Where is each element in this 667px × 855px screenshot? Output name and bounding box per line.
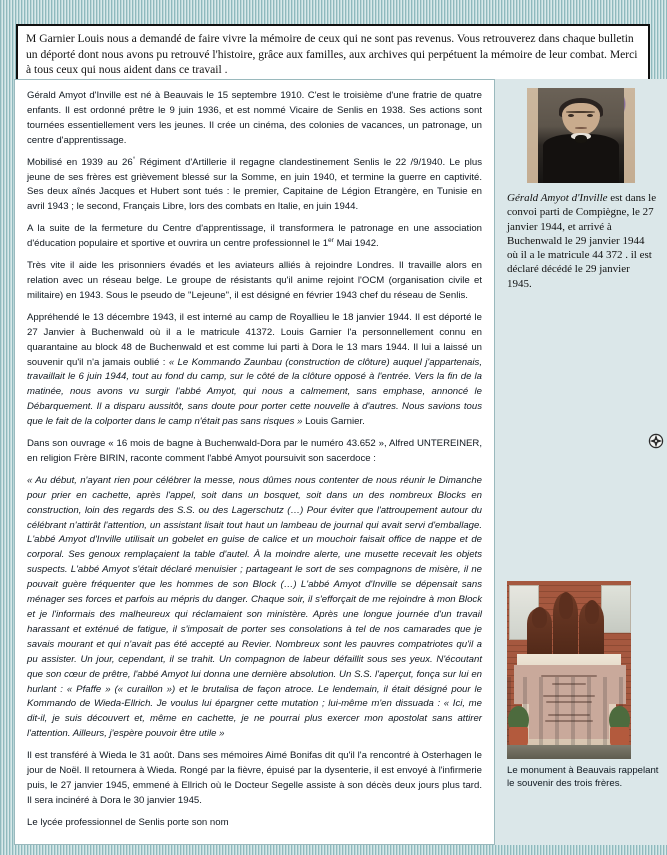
header-note-text: M Garnier Louis nous a demandé de faire vivre la mémoire de ceux qui ne sont pas revenus. Vous retrouverez dans chaque bulletin un déporté dont nous avons pu retrouvé l'histoire, grâce aux familles, aux archives qui perpétuent la mémoire de leur combat. Merci à tous ceux qui nous aident dans ce travail . (26, 32, 638, 76)
bust-center-head (559, 592, 573, 619)
portrait-eye-right (587, 114, 593, 117)
sidebar-column (495, 79, 667, 845)
paragraph-lycee: Le lycée professionnel de Senlis porte son nom (27, 816, 229, 828)
date-ordinal-sup: er (328, 236, 334, 244)
article-panel (14, 79, 495, 845)
portrait-mouth (575, 127, 587, 129)
paragraph-deportation-text: Appréhendé le 13 décembre 1943, il est interné au camp de Royallieu le 18 janvier 1944. Il est déporté le 27 Janvier à Buchenwald où il a le matricule 41372. Louis Garnier l'a personnellement connu en quarantaine au block 48 de Buchenwald et est comme lui parti à Dora le 13 mars 1944. Il lui a laissé un souvenir qu'il n'a jamais oublié : (27, 311, 482, 368)
bust-center (553, 593, 578, 661)
paragraph-centre-text: A la suite de la fermeture du Centre d'apprentissage, il transformera le patronage en une association d'éducation populaire et sportive et ouvrira un centre professionnel le (27, 223, 482, 250)
portrait-brow (566, 111, 595, 113)
portrait-face (562, 103, 600, 135)
paragraph-mobilisation-text: Mobilisé en 1939 au (27, 156, 123, 168)
paragraph-biography-intro: Gérald Amyot d'Inville est né à Beauvais le 15 septembre 1910. C'est le troisième d'une fratrie de quatre enfants. Il est ordonné prêtre le 9 juin 1936, et est nommé Vicaire de Senlis en 1938. Ses actions sont tournées essentiellement vers les jeunes. Il crée un cinéma, des colonies de vacances, un patronage, un centre d'apprentissage. (27, 90, 482, 146)
paragraph-resistance: Très vite il aide les prisonniers évadés et les aviateurs alliés à rejoindre Londres. Il travaille alors en relation avec un réseau belge. Le groupe de résistants qu'il anime rejoint l'OCM (organisation civile et militaire) en 1943. Sous le pseudo de "Lejeune", il est désigné en février 1943 chef du réseau de Senlis. (27, 260, 482, 301)
regiment-ordinal-sup: ° (132, 155, 136, 163)
paragraph-deportation (27, 311, 482, 430)
portrait-caption (507, 191, 657, 291)
portrait-caption-name: Gérald Amyot d'Inville (507, 192, 608, 204)
compass-rose-icon[interactable] (648, 433, 664, 449)
bust-right (579, 602, 604, 662)
monument-ground (507, 745, 631, 759)
portrait-eye-left (568, 114, 574, 117)
portrait-photo (527, 88, 635, 183)
portrait-figure (538, 88, 624, 183)
portrait-collar-inner (575, 135, 587, 144)
quote-louis-garnier: « Le Kommando Zaunbau (construction de clôture) auquel j'appartenais, travaillait le 6 juin 1944, tout au fond du camp, sur le côté de la clôture opposé à l'entrée. Vers la fin de la matinée, nous avons vu surgir l'abbé Amyot, qui nous a calmement, sans emphase, annoncé le Débarquement. Il a disparu aussitôt, sans doute pour porter cette nouvelle à d'autres. Nous savions tous que le fait de la colporter dans le camp n'était pas sans risques » (27, 356, 482, 428)
paragraph-mobilisation (27, 156, 482, 216)
paragraph-centre-professionnel (27, 222, 482, 252)
monument-caption: Le monument à Beauvais rappelant le souvenir des trois frères. (507, 765, 659, 789)
header-note-box (16, 24, 650, 86)
quote-garnier-attribution: Louis Garnier. (302, 416, 365, 428)
date-ordinal-base: 1 (322, 238, 329, 250)
paragraph-mobilisation-rest: Régiment d'Artillerie il regagne clandestinement Senlis le 22 /9/1940. Le plus jeune de ses frères est grièvement blessé sur la Somme, en juin 1940, et termine la guerre en captivité. Ses deux aînés Jacques et Hubert sont tués : le premier, Capitaine de Légion Etrangère, en Tunisie en avril 1943 ; le second, Français Libre, lors des combats en Italie, en juin 1944. (27, 156, 482, 213)
bust-left-head (532, 607, 546, 628)
date-ordinal-rest: Mai 1942. (333, 238, 379, 250)
paragraph-untereiner-intro: Dans son ouvrage « 16 mois de bagne à Buchenwald-Dora par le numéro 43.652 », Alfred UNTEREINER, en religion Frère BIRIN, raconte comment l'abbé Amyot poursuivit son sacerdoce : (27, 438, 482, 464)
bust-right-head (585, 600, 599, 624)
quote-frere-birin: « Au début, n'ayant rien pour célébrer la messe, nous dûmes nous contenter de nous réunir le Dimanche pour prier en cachette, après l'appel, soit dans un bosquet, soit dans un des nombreux Blocks en construction, loin des regards des S.S. ou des Lagerschutz (…) Pour éviter que l'attroupement autour du célébrant n'attirât l'attention, un assistant lisait tout haut un lambeau de journal qui avait servi d'emballage. L'abbé Amyot d'Inville utilisait un gobelet en guise de calice et un mouchoir faisait office de nappe et de corporal. Ses genoux remplaçaient la table d'autel. À la moindre alerte, une musette recevait les objets suspects. L'abbé Amyot s'était déclaré menuisier ; partageant le sort de ses compagnons de misère, il ne pouvait guère fréquenter que les hommes de son Block (…) L'abbé Amyot d'Inville se dépensait sans ménager ses forces et parfois au mépris du danger. Chaque soir, il s'efforçait de me rejoindre à mon Block et je l'informais des malheureux qui réclamaient son ministère. Après une longue journée d'un travail harassant et exténué de fatigue, il s'imposait de porter ses consolations à tel de nos camarades que je savais mourant et qui n'avait pas été accepté au Revier. Nombreux sont les pauvres compatriotes qu'il a pu assister. Un jour, cependant, il se trahit. Un compagnon de labeur défaillit sous ses yeux. N'écoutant que son cœur de prêtre, l'abbé Amyot lui donna une dernière absolution. Un S.S. l'aperçut, fonça sur lui en hurlant : « Pfaffe » (« curaillon ») et le brutalisa de façon atroce. Le lendemain, il était désigné pour le Kommando de Wieda-Ellrich. Je voulus lui épargner cette mutation ; lui-même m'en dissuada : « Ici, me dit-il, je suis découvert et, même en cachette, je ne pourrai plus exercer mon apostolat sans attirer l'attention. Ailleurs, j'espère pouvoir être utile » (27, 474, 482, 740)
regiment-number: 26 (122, 156, 133, 168)
paragraph-wieda-death: Il est transféré à Wieda le 31 août. Dans ses mémoires Aimé Bonifas dit qu'il l'a rencontré à Osterhagen le jour de Noël. Il retournera à Wieda. Rongé par la fièvre, épuisé par la dysenterie, il est envoyé à l'infirmerie puis, le 27 janvier 1945, emmené à Ellrich où le Docteur Segelle assiste à son décès deux jours plus tard. Il sera incinéré à Dora le 30 janvier 1945. (27, 750, 482, 806)
monument-photo (507, 581, 631, 759)
portrait-caption-rest: est dans le convoi parti de Compiègne, le 27 janvier 1944, et arrivé à Buchenwald le 29 janvier 1944 où il a le matricule 44 372 . il est déclaré décédé le 29 janvier 1945. (507, 192, 657, 290)
monument-three-busts (527, 593, 611, 661)
